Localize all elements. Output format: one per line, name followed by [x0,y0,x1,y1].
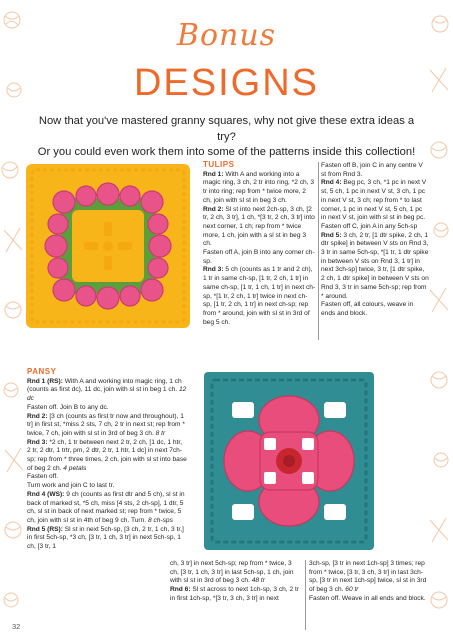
pansy-round-4: Rnd 4 (WS): 9 ch (counts as first dtr and 5 ch), sl st in back of marked st, *5 ch, miss [4 sts, 2 ch-sp], 1 dtr, 5 ch, sl st in back of next marked st; rep from * twice, 5 ch, join with sl st in 4th of beg 9 ch. Turn. 8 ch-sps [27,490,185,524]
pansy-heading: PANSY [27,367,57,376]
intro-line-1: Now that you've mastered granny squares, why not give these extra ideas a try? [38,115,415,143]
pansy-column-1 [27,368,187,552]
pansy-column-2 [170,560,302,604]
column-divider [318,162,319,340]
pansy-round-6-cont: 3ch-sp, [3 tr in next 1ch-sp] 3 times; rep from * twice, [3 tr, 3 ch, 3 tr] in last 3ch-sp, [3 tr in next 1ch-sp] twice, sl st in 3rd of beg 3 ch. 60 tr [309,560,427,594]
pansy-square-photo [200,368,378,554]
pansy-turn: Turn work and join C to last tr. [27,482,115,490]
pansy-round-6: Rnd 6: Sl st across to next 1ch-sp, 3 ch, 2 tr in first 1ch-sp, *[3 tr, 3 ch, 3 tr] in next [170,586,299,602]
pansy-round-5-cont: ch, 3 tr] in next 5ch-sp; rep from * twice, 3 ch, [3 tr, 1 ch, 3 tr] in last 5ch-sp, 1 ch, join with sl st in 3rd of beg 3 ch. 48 tr [170,560,294,585]
tulips-fasten-b: Fasten off A, join B into any corner ch-sp. [203,249,315,265]
pansy-round-1: Rnd 1 (RS): With A and working into magic ring, 1 ch (counts as first dc), 11 dc, join with sl st in beg 1 ch. 12 dc [27,377,187,403]
column-divider-2 [305,560,306,630]
tulip-square-photo [22,160,194,332]
page-number: 32 [12,622,21,631]
tulips-round-2: Rnd 2: Sl st into next 2ch-sp, 3 ch, [2 tr, 2 ch, 3 tr], 1 ch, *[3 tr, 2 ch, 3 tr] into next corner, 1 ch; rep from * twice more, 1 ch, join with a sl st in beg 3 ch. [203,205,315,248]
tulips-round-5: Rnd 5: 3 ch, 2 tr, [1 dtr spike, 2 ch, 1 dtr spike] in between V sts on Rnd 3, 3 tr in same 5ch-sp, *[1 tr, 1 dtr spike in between V sts on Rnd 3, 1 tr] in next 3ch-sp] twice, 3 tr, [1 dtr spike, 2 ch, 1 dtr spike] in between V sts on Rnd 3, 3 tr in same 5ch-sp; rep from * around. [321,231,429,300]
pansy-round-5: Rnd 5 (RS): Sl st in next 5ch-sp, [3 ch, 2 tr, 1 ch, 3 tr,] in first 5ch-sp, *3 ch, [3 tr, 1 ch, 3 tr] in next 5ch-sp, 1 ch, [3 tr, 1 [27,525,184,551]
pansy-round-2: Rnd 2: [3 ch (counts as first tr now and throughout), 1 tr] in first st, *miss 2 sts, 7 ch, 2 tr in next st; rep from * twice, 7 ch, join with sl st in 3rd of beg 3 ch. 8 tr [27,412,185,437]
tulips-round-4: Rnd 4: Beg pc, 3 ch, *1 pc in next V st, 5 ch, 1 pc in next V st, 3 ch, 1 pc in next V st, 3 ch; rep from * to last corner, 1 pc in next V st, 5 ch, 1 pc in next V st, join with sl st in beg pc. [321,179,427,222]
intro-text [30,114,423,161]
tulips-finish: Fasten off, all colours, weave in ends and block. [321,301,414,317]
tulips-column-1 [203,161,316,327]
pansy-column-3 [309,560,427,604]
title-script: Bonus [176,18,277,53]
tulips-column-2 [321,162,429,319]
tulips-round-1: Rnd 1: With A and working into a magic ring, 3 ch, 2 tr into ring, *2 ch, 3 tr into ring; rep from * twice more, 2 ch, join with sl st in beg 3 ch. [203,170,315,204]
pansy-round-3: Rnd 3: *2 ch, 1 tr between next 2 tr, 2 ch, [1 dc, 1 htr, 2 tr, 2 dtr, 1 trtr, pm, 2 dtr, 2 tr, 1 htr, 1 dc] in next 7ch-sp; rep from * three times, 2 ch, join with sl st into base of beg 2 ch. 4 petals [27,438,187,472]
tulips-round-3: Rnd 3: 5 ch (counts as 1 tr and 2 ch), 1 tr in same ch-sp, [1 tr, 2 ch, 1 tr] in same ch-sp, [1 tr, 1 ch, 1 tr] in next ch-sp, *[1 tr, 2 ch, 1 tr] twice in next ch-sp, [1 tr, 2 ch, 1 tr] in next ch-sp; rep from * around, join with sl st in 3rd of beg 5 ch. [203,266,316,326]
page-title: DESIGNS [133,62,320,104]
intro-line-2: Or you could even work them into some of the patterns inside this collection! [37,146,416,158]
pansy-round-1-fasten: Fasten off. Join B to any dc. [27,403,109,411]
tulips-heading: TULIPS [203,160,235,169]
pansy-round-3-fasten: Fasten off. [27,473,59,481]
tulips-fasten-c: Fasten off B, join C in any centre V st from Rnd 3. [321,162,423,178]
tulips-fasten-a: Fasten off C, join A in any 5ch-sp [321,222,418,230]
pansy-finish: Fasten off. Weave in all ends and block. [309,594,426,602]
